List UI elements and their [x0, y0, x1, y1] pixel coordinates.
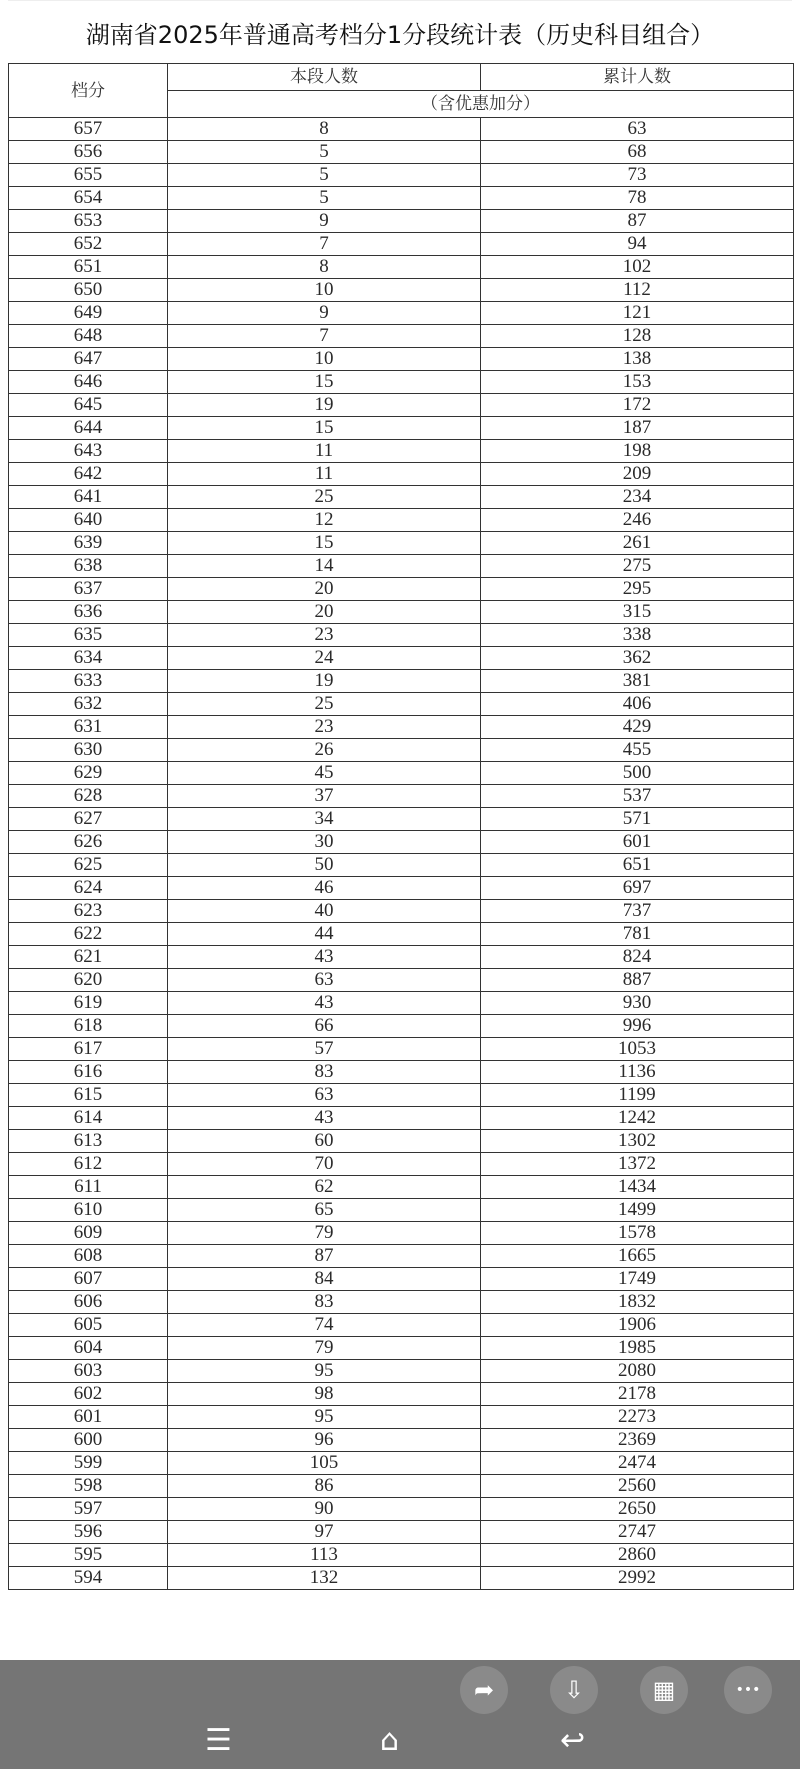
table-row [9, 1452, 794, 1475]
count-cell: 66 [168, 1015, 481, 1038]
cumulative-cell: 275 [481, 555, 794, 578]
cumulative-cell: 2992 [481, 1567, 794, 1590]
score-cell: 628 [9, 785, 168, 808]
table-row [9, 463, 794, 486]
count-cell: 98 [168, 1383, 481, 1406]
table-row [9, 923, 794, 946]
table-row [9, 1498, 794, 1521]
cumulative-cell: 406 [481, 693, 794, 716]
count-cell: 25 [168, 486, 481, 509]
table-row [9, 440, 794, 463]
count-cell: 90 [168, 1498, 481, 1521]
count-cell: 46 [168, 877, 481, 900]
score-cell: 608 [9, 1245, 168, 1268]
table-row [9, 1544, 794, 1567]
count-cell: 43 [168, 992, 481, 1015]
table-row [9, 1268, 794, 1291]
score-cell: 597 [9, 1498, 168, 1521]
score-cell: 613 [9, 1130, 168, 1153]
cumulative-cell: 1985 [481, 1337, 794, 1360]
cumulative-cell: 295 [481, 578, 794, 601]
count-cell: 79 [168, 1337, 481, 1360]
count-cell: 95 [168, 1360, 481, 1383]
count-cell: 57 [168, 1038, 481, 1061]
count-cell: 24 [168, 647, 481, 670]
count-cell: 40 [168, 900, 481, 923]
table-row [9, 1107, 794, 1130]
score-cell: 636 [9, 601, 168, 624]
table-row [9, 509, 794, 532]
cumulative-cell: 187 [481, 417, 794, 440]
count-cell: 11 [168, 463, 481, 486]
table-row [9, 1291, 794, 1314]
table-row [9, 877, 794, 900]
cumulative-cell: 651 [481, 854, 794, 877]
score-cell: 654 [9, 187, 168, 210]
table-row [9, 486, 794, 509]
cumulative-cell: 87 [481, 210, 794, 233]
table-row [9, 348, 794, 371]
download-icon[interactable]: ⇩ [550, 1666, 598, 1714]
table-row [9, 164, 794, 187]
cumulative-cell: 1832 [481, 1291, 794, 1314]
cumulative-cell: 537 [481, 785, 794, 808]
cumulative-cell: 1302 [481, 1130, 794, 1153]
grid-icon[interactable]: ▦ [640, 1666, 688, 1714]
cumulative-cell: 102 [481, 256, 794, 279]
score-cell: 612 [9, 1153, 168, 1176]
table-row [9, 1475, 794, 1498]
score-cell: 605 [9, 1314, 168, 1337]
share-icon[interactable]: ➦ [460, 1666, 508, 1714]
table-row [9, 532, 794, 555]
cumulative-cell: 1578 [481, 1222, 794, 1245]
count-cell: 5 [168, 187, 481, 210]
cumulative-cell: 429 [481, 716, 794, 739]
table-row [9, 1153, 794, 1176]
table-row [9, 256, 794, 279]
score-cell: 651 [9, 256, 168, 279]
score-cell: 637 [9, 578, 168, 601]
count-cell: 84 [168, 1268, 481, 1291]
score-cell: 630 [9, 739, 168, 762]
cumulative-cell: 172 [481, 394, 794, 417]
score-cell: 623 [9, 900, 168, 923]
count-cell: 87 [168, 1245, 481, 1268]
cumulative-cell: 601 [481, 831, 794, 854]
score-cell: 634 [9, 647, 168, 670]
cumulative-cell: 887 [481, 969, 794, 992]
count-cell: 86 [168, 1475, 481, 1498]
score-cell: 619 [9, 992, 168, 1015]
cumulative-cell: 2650 [481, 1498, 794, 1521]
count-cell: 20 [168, 601, 481, 624]
score-cell: 622 [9, 923, 168, 946]
count-cell: 20 [168, 578, 481, 601]
count-cell: 25 [168, 693, 481, 716]
table-row [9, 831, 794, 854]
cumulative-cell: 362 [481, 647, 794, 670]
table-row [9, 555, 794, 578]
table-row [9, 1222, 794, 1245]
score-cell: 603 [9, 1360, 168, 1383]
count-cell: 15 [168, 371, 481, 394]
cumulative-cell: 1499 [481, 1199, 794, 1222]
count-cell: 5 [168, 141, 481, 164]
score-cell: 601 [9, 1406, 168, 1429]
count-cell: 15 [168, 532, 481, 555]
score-cell: 614 [9, 1107, 168, 1130]
table-row [9, 854, 794, 877]
count-cell: 95 [168, 1406, 481, 1429]
score-cell: 616 [9, 1061, 168, 1084]
table-row [9, 1406, 794, 1429]
cumulative-cell: 246 [481, 509, 794, 532]
cumulative-cell: 2474 [481, 1452, 794, 1475]
score-cell: 615 [9, 1084, 168, 1107]
table-row [9, 808, 794, 831]
count-cell: 63 [168, 1084, 481, 1107]
count-cell: 113 [168, 1544, 481, 1567]
header-score: 档分 [9, 64, 168, 118]
table-row [9, 325, 794, 348]
cumulative-cell: 338 [481, 624, 794, 647]
count-cell: 50 [168, 854, 481, 877]
score-cell: 596 [9, 1521, 168, 1544]
score-cell: 647 [9, 348, 168, 371]
count-cell: 43 [168, 1107, 481, 1130]
count-cell: 5 [168, 164, 481, 187]
table-row [9, 624, 794, 647]
score-cell: 598 [9, 1475, 168, 1498]
count-cell: 11 [168, 440, 481, 463]
cumulative-cell: 112 [481, 279, 794, 302]
score-cell: 607 [9, 1268, 168, 1291]
table-row [9, 601, 794, 624]
table-row [9, 1176, 794, 1199]
count-cell: 63 [168, 969, 481, 992]
header-cumulative: 累计人数 [481, 64, 794, 91]
score-cell: 643 [9, 440, 168, 463]
cumulative-cell: 209 [481, 463, 794, 486]
cumulative-cell: 138 [481, 348, 794, 371]
table-row [9, 1084, 794, 1107]
score-cell: 646 [9, 371, 168, 394]
count-cell: 97 [168, 1521, 481, 1544]
score-cell: 656 [9, 141, 168, 164]
count-cell: 44 [168, 923, 481, 946]
cumulative-cell: 1665 [481, 1245, 794, 1268]
more-icon[interactable]: ••• [724, 1666, 772, 1714]
table-row [9, 1038, 794, 1061]
score-cell: 655 [9, 164, 168, 187]
count-cell: 15 [168, 417, 481, 440]
header-note: （含优惠加分） [168, 91, 794, 118]
table-row [9, 417, 794, 440]
score-cell: 640 [9, 509, 168, 532]
count-cell: 23 [168, 624, 481, 647]
score-cell: 618 [9, 1015, 168, 1038]
count-cell: 83 [168, 1291, 481, 1314]
score-cell: 609 [9, 1222, 168, 1245]
count-cell: 9 [168, 210, 481, 233]
count-cell: 60 [168, 1130, 481, 1153]
count-cell: 37 [168, 785, 481, 808]
home-icon[interactable]: ⌂ [380, 1723, 400, 1758]
count-cell: 23 [168, 716, 481, 739]
count-cell: 9 [168, 302, 481, 325]
table-row [9, 693, 794, 716]
count-cell: 7 [168, 325, 481, 348]
table-row [9, 1383, 794, 1406]
header-count: 本段人数 [168, 64, 481, 91]
score-cell: 620 [9, 969, 168, 992]
count-cell: 132 [168, 1567, 481, 1590]
count-cell: 79 [168, 1222, 481, 1245]
table-row [9, 1360, 794, 1383]
score-cell: 594 [9, 1567, 168, 1590]
table-row [9, 1429, 794, 1452]
score-cell: 648 [9, 325, 168, 348]
table-row [9, 1337, 794, 1360]
table-row [9, 1314, 794, 1337]
cumulative-cell: 1906 [481, 1314, 794, 1337]
score-cell: 611 [9, 1176, 168, 1199]
score-cell: 644 [9, 417, 168, 440]
cumulative-cell: 2747 [481, 1521, 794, 1544]
score-cell: 641 [9, 486, 168, 509]
count-cell: 8 [168, 118, 481, 141]
table-row [9, 969, 794, 992]
score-cell: 632 [9, 693, 168, 716]
table-row [9, 762, 794, 785]
count-cell: 34 [168, 808, 481, 831]
table-row [9, 647, 794, 670]
score-cell: 621 [9, 946, 168, 969]
score-cell: 638 [9, 555, 168, 578]
cumulative-cell: 234 [481, 486, 794, 509]
cumulative-cell: 1242 [481, 1107, 794, 1130]
cumulative-cell: 500 [481, 762, 794, 785]
cumulative-cell: 2369 [481, 1429, 794, 1452]
cumulative-cell: 455 [481, 739, 794, 762]
table-row [9, 578, 794, 601]
table-row [9, 946, 794, 969]
cumulative-cell: 128 [481, 325, 794, 348]
count-cell: 83 [168, 1061, 481, 1084]
score-cell: 649 [9, 302, 168, 325]
score-cell: 602 [9, 1383, 168, 1406]
table-row [9, 1015, 794, 1038]
cumulative-cell: 261 [481, 532, 794, 555]
count-cell: 45 [168, 762, 481, 785]
cumulative-cell: 697 [481, 877, 794, 900]
table-row [9, 1199, 794, 1222]
score-cell: 633 [9, 670, 168, 693]
table-row [9, 992, 794, 1015]
table-row [9, 141, 794, 164]
score-cell: 631 [9, 716, 168, 739]
cumulative-cell: 94 [481, 233, 794, 256]
table-row [9, 900, 794, 923]
score-cell: 635 [9, 624, 168, 647]
cumulative-cell: 68 [481, 141, 794, 164]
count-cell: 62 [168, 1176, 481, 1199]
score-cell: 606 [9, 1291, 168, 1314]
score-cell: 642 [9, 463, 168, 486]
count-cell: 10 [168, 348, 481, 371]
score-cell: 627 [9, 808, 168, 831]
table-row [9, 187, 794, 210]
cumulative-cell: 737 [481, 900, 794, 923]
count-cell: 8 [168, 256, 481, 279]
count-cell: 14 [168, 555, 481, 578]
cumulative-cell: 198 [481, 440, 794, 463]
score-cell: 650 [9, 279, 168, 302]
score-cell: 645 [9, 394, 168, 417]
count-cell: 26 [168, 739, 481, 762]
score-cell: 599 [9, 1452, 168, 1475]
cumulative-cell: 930 [481, 992, 794, 1015]
table-row [9, 1130, 794, 1153]
table-row [9, 279, 794, 302]
cumulative-cell: 1749 [481, 1268, 794, 1291]
cumulative-cell: 571 [481, 808, 794, 831]
cumulative-cell: 1372 [481, 1153, 794, 1176]
score-cell: 626 [9, 831, 168, 854]
cumulative-cell: 315 [481, 601, 794, 624]
table-row [9, 371, 794, 394]
cumulative-cell: 121 [481, 302, 794, 325]
table-row [9, 394, 794, 417]
table-row [9, 1521, 794, 1544]
cumulative-cell: 63 [481, 118, 794, 141]
score-cell: 600 [9, 1429, 168, 1452]
count-cell: 43 [168, 946, 481, 969]
cumulative-cell: 2860 [481, 1544, 794, 1567]
cumulative-cell: 781 [481, 923, 794, 946]
page-title: 湖南省2025年普通高考档分1分段统计表（历史科目组合） [8, 0, 792, 64]
score-cell: 657 [9, 118, 168, 141]
count-cell: 12 [168, 509, 481, 532]
table-row [9, 716, 794, 739]
count-cell: 30 [168, 831, 481, 854]
cumulative-cell: 824 [481, 946, 794, 969]
count-cell: 19 [168, 670, 481, 693]
table-row [9, 1245, 794, 1268]
score-cell: 624 [9, 877, 168, 900]
count-cell: 105 [168, 1452, 481, 1475]
cumulative-cell: 1434 [481, 1176, 794, 1199]
score-cell: 595 [9, 1544, 168, 1567]
score-cell: 610 [9, 1199, 168, 1222]
count-cell: 70 [168, 1153, 481, 1176]
table-row [9, 118, 794, 141]
table-row [9, 210, 794, 233]
table-row [9, 1567, 794, 1590]
score-cell: 652 [9, 233, 168, 256]
score-cell: 625 [9, 854, 168, 877]
score-cell: 629 [9, 762, 168, 785]
cumulative-cell: 996 [481, 1015, 794, 1038]
score-cell: 617 [9, 1038, 168, 1061]
count-cell: 74 [168, 1314, 481, 1337]
cumulative-cell: 153 [481, 371, 794, 394]
menu-icon[interactable]: ☰ [205, 1723, 232, 1758]
cumulative-cell: 1053 [481, 1038, 794, 1061]
cumulative-cell: 2178 [481, 1383, 794, 1406]
cumulative-cell: 381 [481, 670, 794, 693]
count-cell: 7 [168, 233, 481, 256]
count-cell: 19 [168, 394, 481, 417]
count-cell: 96 [168, 1429, 481, 1452]
table-row [9, 739, 794, 762]
table-row [9, 233, 794, 256]
table-row [9, 302, 794, 325]
cumulative-cell: 2560 [481, 1475, 794, 1498]
score-table [8, 63, 794, 1590]
score-cell: 604 [9, 1337, 168, 1360]
cumulative-cell: 2273 [481, 1406, 794, 1429]
cumulative-cell: 2080 [481, 1360, 794, 1383]
count-cell: 10 [168, 279, 481, 302]
cumulative-cell: 78 [481, 187, 794, 210]
score-cell: 639 [9, 532, 168, 555]
table-row [9, 1061, 794, 1084]
table-row [9, 670, 794, 693]
count-cell: 65 [168, 1199, 481, 1222]
back-icon[interactable]: ↩ [560, 1723, 586, 1758]
cumulative-cell: 73 [481, 164, 794, 187]
cumulative-cell: 1136 [481, 1061, 794, 1084]
score-cell: 653 [9, 210, 168, 233]
table-body [9, 118, 794, 1590]
cumulative-cell: 1199 [481, 1084, 794, 1107]
table-row [9, 785, 794, 808]
